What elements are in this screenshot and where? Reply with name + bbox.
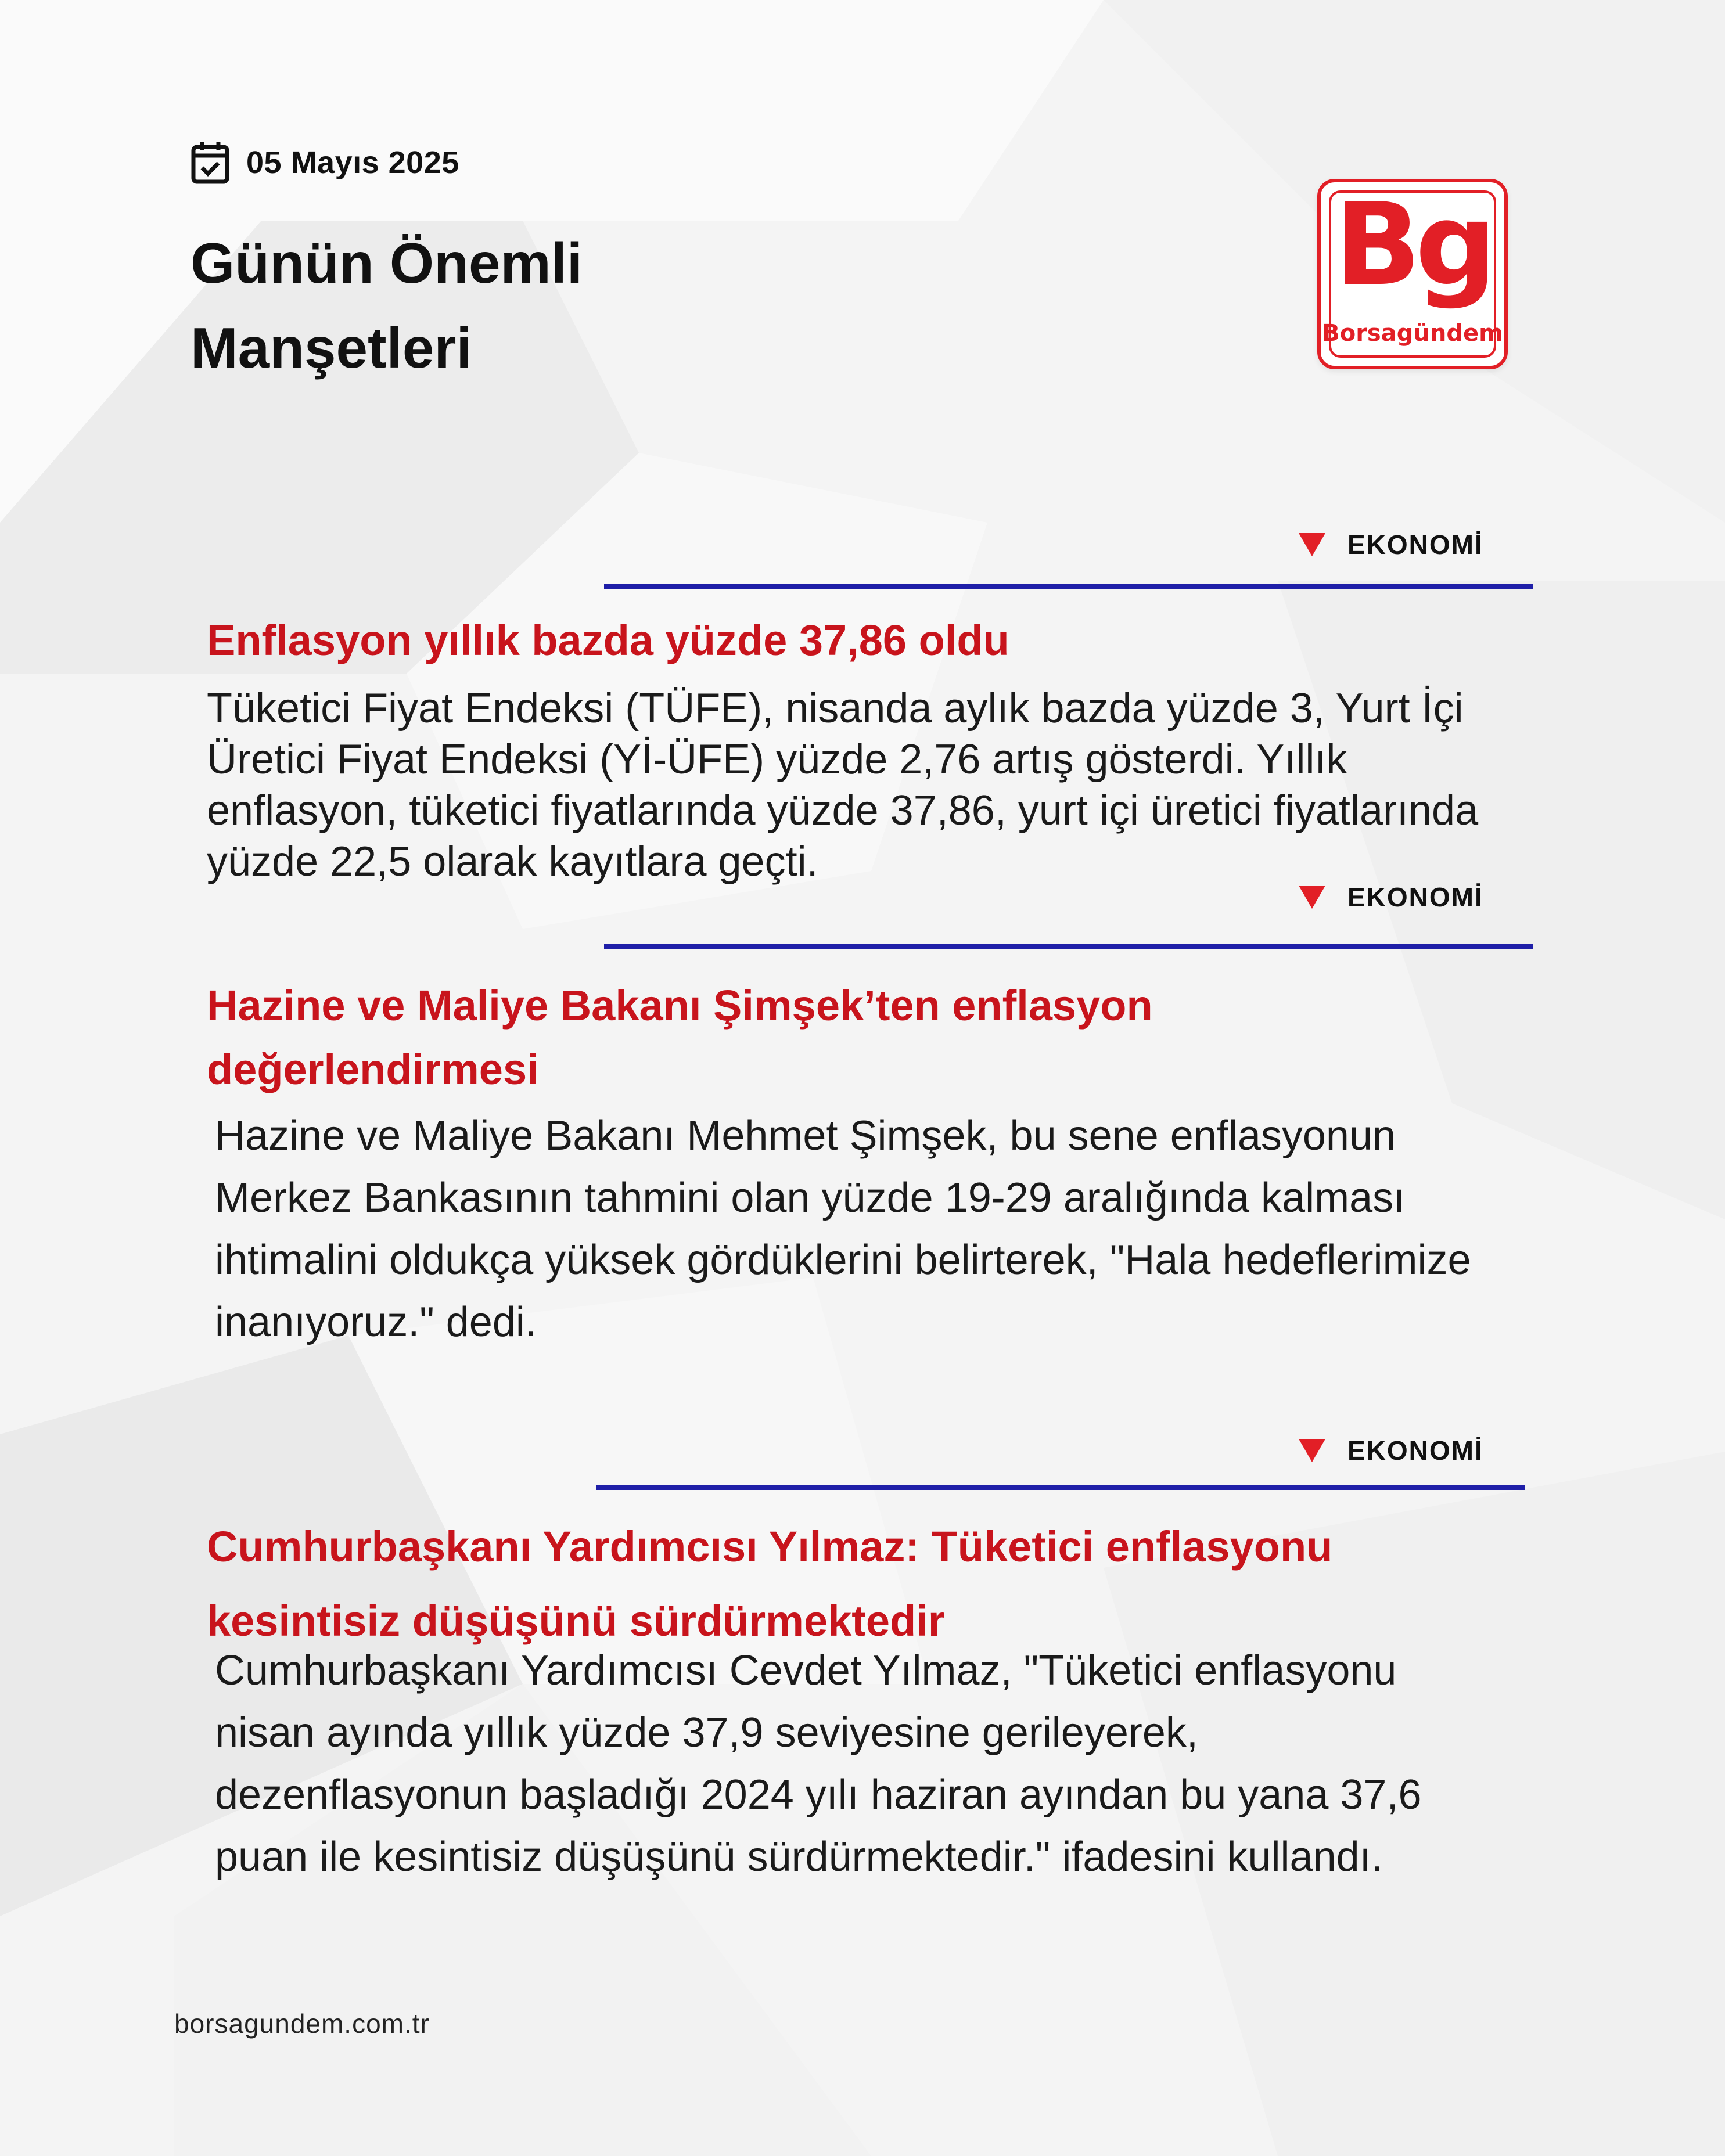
triangle-down-icon [1299,533,1325,556]
section-divider [604,944,1533,949]
footer-website-url: borsagundem.com.tr [174,2009,430,2039]
category-label: EKONOMİ [1299,874,1483,920]
page-title-line-2: Manşetleri [191,316,472,380]
triangle-down-icon [1299,1439,1325,1462]
triangle-down-icon [1299,886,1325,909]
article-body: Cumhurbaşkanı Yardımcısı Cevdet Yılmaz, "Tüketici enflasyonu nisan ayında yıllık yüzde 37,9 seviyesine gerileyerek, dezenflasyonun başladığı 2024 yılı haziran ayından bu yana 37,6 puan ile kesintisiz düşüşünü sürdürmektedir." ifadesini kullandı. [215,1647,1422,1880]
borsagundem-logo [1317,179,1508,369]
page-title-line-1: Günün Önemli [191,231,583,295]
article-headline: Hazine ve Maliye Bakanı Şimşek’ten enflasyon değerlendirmesi [207,981,1153,1093]
category-label: EKONOMİ [1299,521,1483,568]
calendar-icon [191,141,230,184]
date-label: 05 Mayıs 2025 [246,145,459,180]
logo-wordmark: Borsagündem [1322,320,1503,347]
article-headline: Cumhurbaşkanı Yardımcısı Yılmaz: Tüketici enflasyonu kesintisiz düşüşünü sürdürmektedir [207,1522,1333,1645]
page-title [191,221,713,390]
article-body: Tüketici Fiyat Endeksi (TÜFE), nisanda aylık bazda yüzde 3, Yurt İçi Üretici Fiyat Endeksi (Yİ-ÜFE) yüzde 2,76 artış gösterdi. Yıllık enflasyon, tüketici fiyatlarında yüzde 37,86, yurt içi üretici fiyatlarında yüzde 22,5 olarak kayıtlara geçti. [207,685,1479,885]
article-headline: Enflasyon yıllık bazda yüzde 37,86 oldu [207,616,1009,664]
date-row [191,139,459,186]
section-divider [596,1485,1525,1490]
logo-mark: Bg [1334,179,1491,311]
category-label: EKONOMİ [1299,1427,1483,1474]
section-divider [604,584,1533,589]
article-body: Hazine ve Maliye Bakanı Mehmet Şimşek, bu sene enflasyonun Merkez Bankasının tahmini olan yüzde 19-29 aralığında kalması ihtimalini oldukça yüksek gördüklerini belirterek, "Hala hedeflerimize inanıyoruz." dedi. [215,1113,1471,1345]
